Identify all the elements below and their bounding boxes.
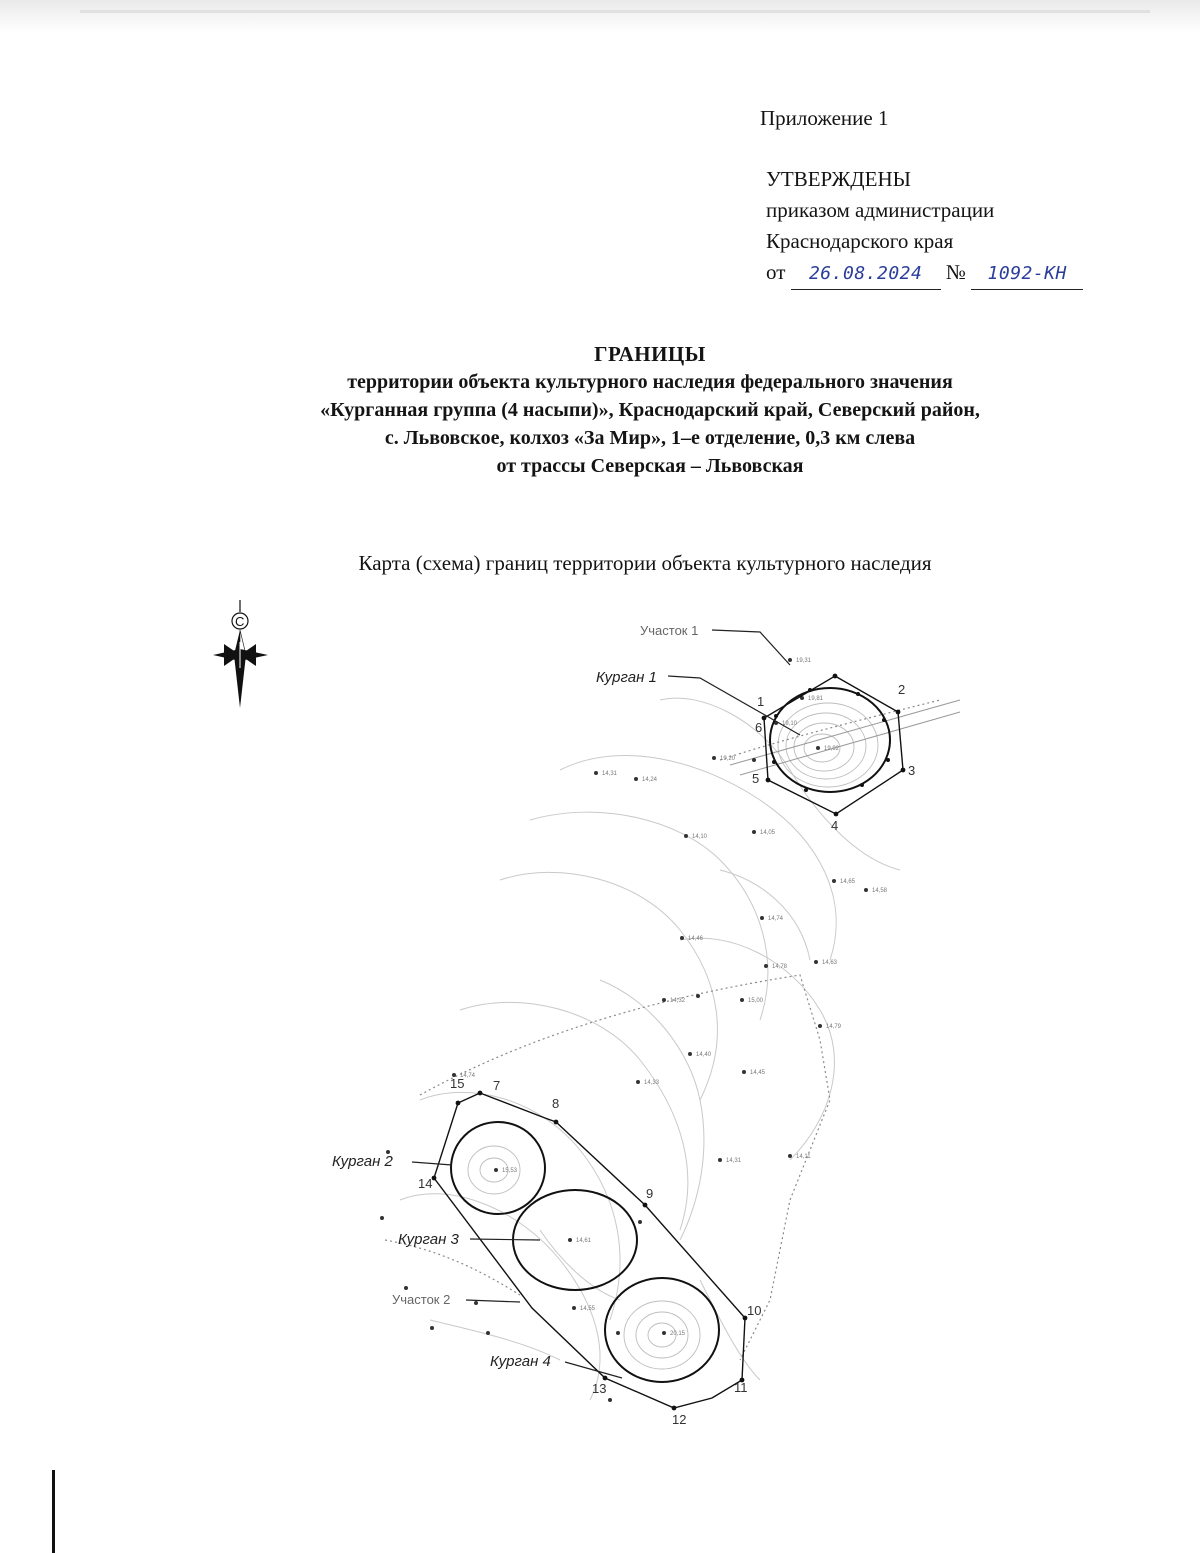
point-15: 15 bbox=[450, 1076, 465, 1091]
title-line-1: территории объекта культурного наследия федерального значения bbox=[347, 371, 953, 393]
kurgan-1-label: Курган 1 bbox=[596, 669, 657, 686]
plot-2-boundary bbox=[432, 1091, 748, 1411]
svg-text:19,10: 19,10 bbox=[782, 721, 798, 727]
svg-text:14,32: 14,32 bbox=[670, 998, 686, 1004]
svg-text:14,11: 14,11 bbox=[796, 1154, 811, 1160]
approved-heading: УТВЕРЖДЕНЫ bbox=[766, 167, 911, 191]
svg-text:14,40: 14,40 bbox=[696, 1052, 712, 1058]
point-6: 6 bbox=[755, 720, 763, 735]
plot-2-label: Участок 2 bbox=[392, 1292, 451, 1307]
title-line-4: от трассы Северская – Львовская bbox=[496, 455, 804, 477]
svg-text:14,05: 14,05 bbox=[760, 830, 776, 836]
svg-text:15,00: 15,00 bbox=[748, 998, 764, 1004]
svg-text:14,24: 14,24 bbox=[642, 777, 658, 783]
point-14: 14 bbox=[418, 1176, 433, 1191]
svg-text:14,45: 14,45 bbox=[750, 1070, 766, 1076]
svg-text:14,58: 14,58 bbox=[872, 888, 888, 894]
title-line-2: «Курганная группа (4 насыпи)», Краснодарский край, Северский район, bbox=[320, 399, 980, 421]
boundary-point-numbers bbox=[418, 682, 915, 1427]
order-line-1: приказом администрации bbox=[766, 198, 995, 222]
svg-text:14,74: 14,74 bbox=[460, 1073, 476, 1079]
point-1: 1 bbox=[757, 694, 765, 709]
svg-text:14,65: 14,65 bbox=[840, 879, 856, 885]
date-value: 26.08.2024 bbox=[808, 263, 923, 284]
plot-1-label: Участок 1 bbox=[640, 623, 699, 638]
point-10: 10 bbox=[747, 1303, 762, 1318]
title-main: ГРАНИЦЫ bbox=[594, 342, 706, 366]
annex-label: Приложение 1 bbox=[760, 106, 889, 130]
svg-text:20,15: 20,15 bbox=[670, 1331, 686, 1337]
number-prefix: № bbox=[945, 260, 966, 284]
kurgan-4-contours bbox=[624, 1301, 700, 1369]
point-11: 11 bbox=[734, 1380, 748, 1395]
north-letter: С bbox=[235, 614, 245, 629]
svg-text:19,81: 19,81 bbox=[808, 696, 824, 702]
point-3: 3 bbox=[908, 763, 916, 778]
svg-text:14,63: 14,63 bbox=[822, 960, 838, 966]
point-8: 8 bbox=[552, 1096, 560, 1111]
kurgan-outlines-plot-2 bbox=[451, 1122, 719, 1382]
north-arrow-icon bbox=[213, 600, 268, 708]
svg-text:14,74: 14,74 bbox=[768, 916, 784, 922]
svg-text:19,92: 19,92 bbox=[824, 746, 840, 752]
svg-text:14,31: 14,31 bbox=[726, 1158, 742, 1164]
point-2: 2 bbox=[898, 682, 906, 697]
number-value: 1092-КН bbox=[987, 263, 1067, 284]
kurgan-4-label: Курган 4 bbox=[490, 1353, 551, 1370]
map-caption: Карта (схема) границ территории объекта культурного наследия bbox=[358, 551, 932, 575]
roads bbox=[385, 700, 940, 1360]
point-9: 9 bbox=[646, 1186, 654, 1201]
svg-text:14,79: 14,79 bbox=[826, 1024, 842, 1030]
svg-text:19,20: 19,20 bbox=[720, 756, 736, 762]
svg-text:14,31: 14,31 bbox=[602, 771, 618, 777]
order-line-2: Краснодарского края bbox=[766, 229, 954, 253]
plot-1-boundary bbox=[762, 674, 906, 817]
svg-text:15,53: 15,53 bbox=[502, 1168, 518, 1174]
svg-text:14,78: 14,78 bbox=[772, 964, 788, 970]
title-line-3: с. Львовское, колхоз «За Мир», 1–е отделение, 0,3 км слева bbox=[384, 427, 916, 449]
point-7: 7 bbox=[493, 1078, 501, 1093]
contour-lines bbox=[400, 698, 900, 1400]
point-12: 12 bbox=[672, 1412, 687, 1427]
date-prefix: от bbox=[766, 260, 786, 284]
svg-text:14,10: 14,10 bbox=[692, 834, 708, 840]
point-4: 4 bbox=[831, 818, 839, 833]
point-5: 5 bbox=[752, 771, 760, 786]
svg-text:14,46: 14,46 bbox=[688, 936, 704, 942]
kurgan-2-label: Курган 2 bbox=[332, 1153, 393, 1170]
svg-text:19,31: 19,31 bbox=[796, 658, 812, 664]
svg-text:14,55: 14,55 bbox=[580, 1306, 596, 1312]
kurgan-3-label: Курган 3 bbox=[398, 1231, 459, 1248]
elevation-labels bbox=[460, 658, 888, 1337]
svg-text:14,33: 14,33 bbox=[644, 1080, 660, 1086]
point-13: 13 bbox=[592, 1381, 607, 1396]
svg-text:14,61: 14,61 bbox=[576, 1238, 592, 1244]
callout-leaders bbox=[412, 630, 800, 1378]
